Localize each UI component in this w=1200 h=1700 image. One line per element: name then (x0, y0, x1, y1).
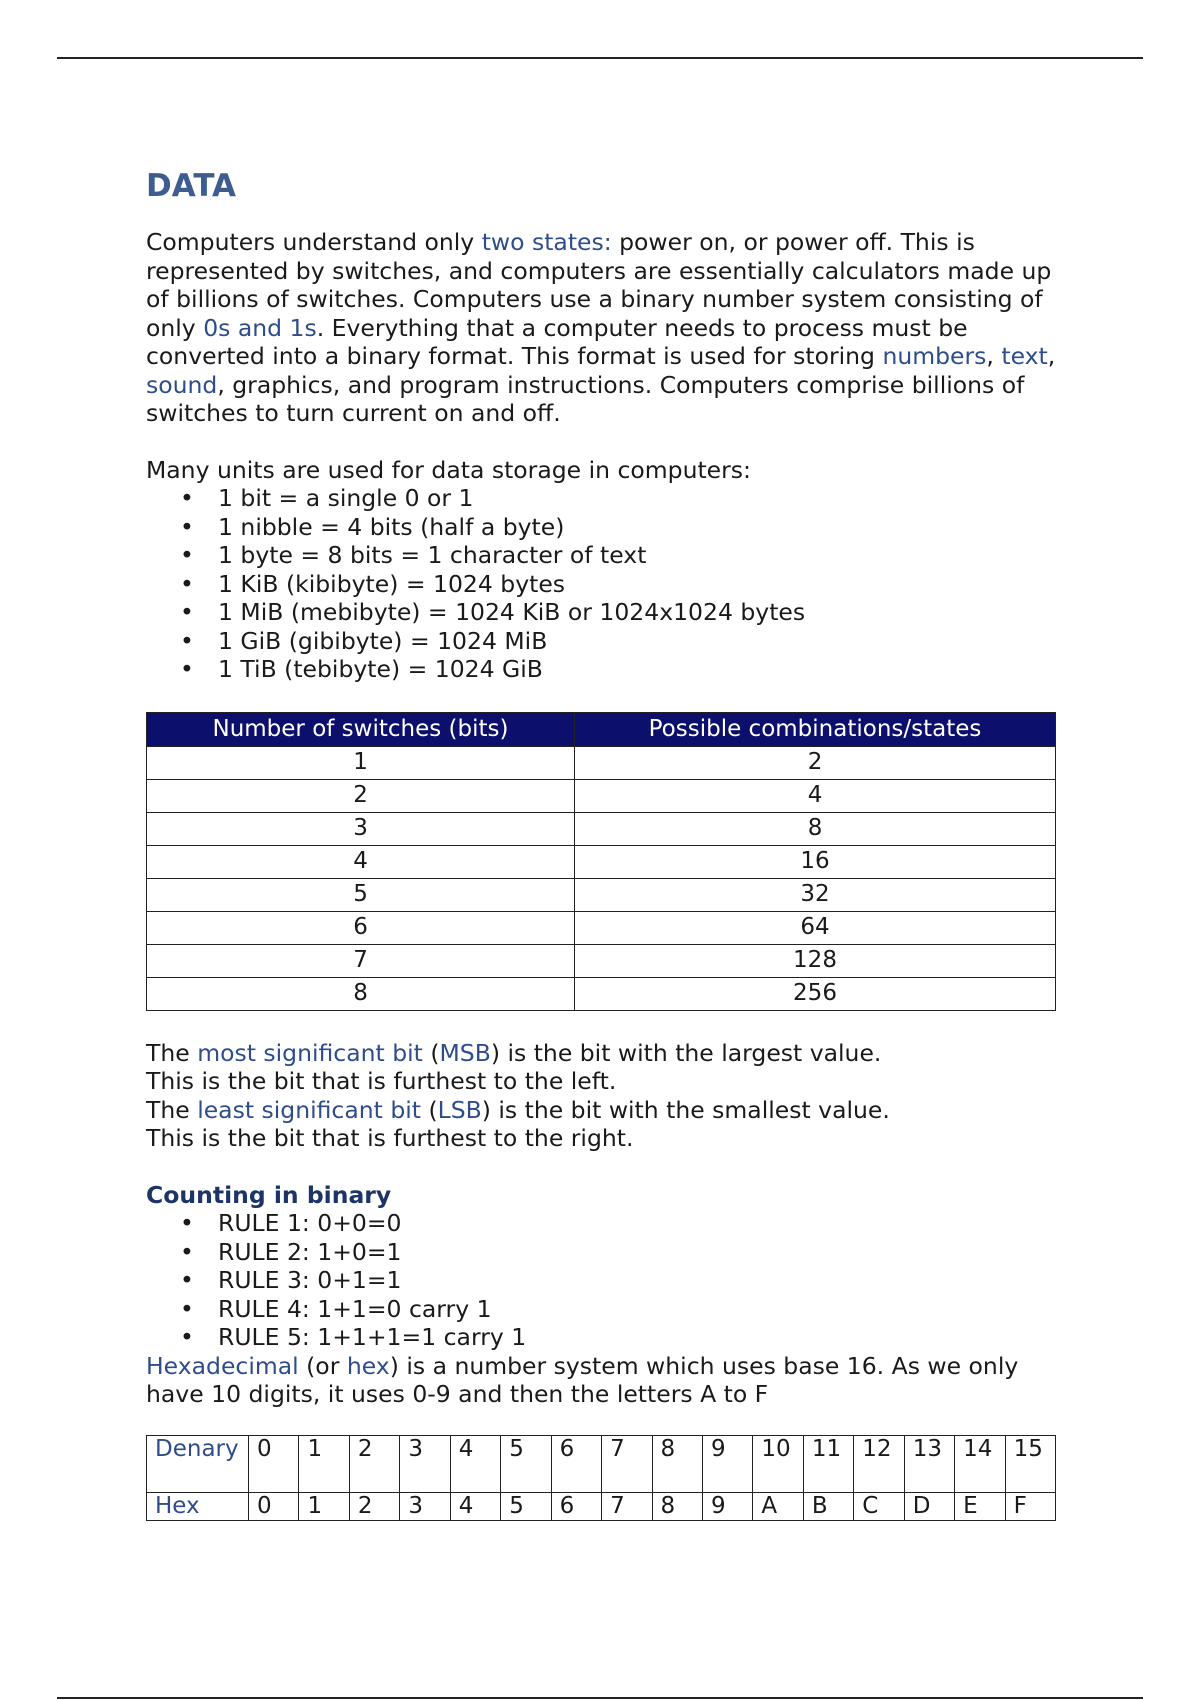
bits-column-header: Number of switches (bits) (147, 712, 575, 746)
table-cell: 6 (551, 1435, 601, 1492)
table-cell: 1 (299, 1435, 349, 1492)
counting-heading: Counting in binary (146, 1180, 392, 1209)
hex-text-2: ) is a number system which uses base 16. As we only have 10 digits, it uses 0-9 and then the letters A to F (146, 1351, 1019, 1408)
hex-link[interactable]: hex (346, 1351, 390, 1380)
table-cell: 3 (400, 1435, 450, 1492)
table-cell: 9 (702, 1492, 752, 1520)
page-content (146, 166, 1066, 1521)
bits-table-header-row (147, 712, 1056, 746)
two-states-link[interactable]: two states: (481, 228, 612, 256)
table-row (147, 944, 1056, 977)
numbers-link[interactable]: numbers (882, 342, 987, 370)
list-item: • 1 bit = a single 0 or 1 (146, 484, 1066, 513)
list-item: • 1 TiB (tebibyte) = 1024 GiB (146, 655, 1066, 684)
binary-digits-link[interactable]: 0s and 1s (203, 313, 317, 342)
lsb-link[interactable]: least significant bit (197, 1095, 421, 1124)
list-item: • 1 GiB (gibibyte) = 1024 MiB (146, 627, 1066, 656)
table-cell: 0 (249, 1435, 299, 1492)
table-cell: 0 (249, 1492, 299, 1520)
msb-lsb-section (146, 1039, 1066, 1153)
list-item: • RULE 2: 1+0=1 (146, 1238, 1066, 1267)
table-row (147, 812, 1056, 845)
list-item: • 1 nibble = 4 bits (half a byte) (146, 513, 1066, 542)
intro-text-3: . Everything that a computer needs to process must be converted into a binary format. This format is used for storing (146, 313, 968, 370)
list-item: • 1 KiB (kibibyte) = 1024 bytes (146, 570, 1066, 599)
table-cell: 3 (147, 812, 575, 845)
table-cell: 32 (575, 878, 1056, 911)
list-item: • RULE 3: 0+1=1 (146, 1266, 1066, 1295)
table-cell: C (854, 1492, 904, 1520)
table-cell: 2 (349, 1492, 399, 1520)
table-cell: 4 (450, 1435, 500, 1492)
table-cell: 128 (575, 944, 1056, 977)
table-cell: 10 (753, 1435, 803, 1492)
intro-text-5: , (1047, 342, 1056, 370)
intro-text-2: power on, or power off. This is represented by switches, and computers are essentially calculators made up of billions of switches. Computers use a binary number system consisting of only (146, 228, 1052, 342)
table-cell: 256 (575, 977, 1056, 1010)
table-cell: D (904, 1492, 954, 1520)
intro-paragraph (146, 228, 1066, 428)
page-title: DATA (146, 168, 237, 204)
table-cell: 15 (1005, 1435, 1055, 1492)
hex-row (147, 1492, 1056, 1520)
bottom-rule (57, 1697, 1143, 1699)
table-cell: 5 (501, 1435, 551, 1492)
rules-list (146, 1209, 1066, 1352)
msb-link[interactable]: most significant bit (197, 1038, 423, 1067)
table-cell: 9 (702, 1435, 752, 1492)
list-item: • 1 MiB (mebibyte) = 1024 KiB or 1024x1024 bytes (146, 598, 1066, 627)
table-cell: 8 (575, 812, 1056, 845)
top-rule (57, 57, 1143, 59)
msb-line (146, 1039, 1066, 1068)
sound-link[interactable]: sound (146, 370, 218, 399)
denary-label: Denary (147, 1435, 249, 1492)
denary-row (147, 1435, 1056, 1492)
table-cell: 16 (575, 845, 1056, 878)
msb-text-2: ( (422, 1038, 440, 1067)
table-cell: 4 (147, 845, 575, 878)
msb-abbr-link[interactable]: MSB (439, 1038, 491, 1067)
table-cell: 6 (551, 1492, 601, 1520)
table-row (147, 878, 1056, 911)
table-cell: 7 (602, 1435, 652, 1492)
table-cell: 2 (147, 779, 575, 812)
table-cell: 5 (147, 878, 575, 911)
table-cell: B (803, 1492, 853, 1520)
table-cell: 7 (602, 1492, 652, 1520)
table-row (147, 977, 1056, 1010)
list-item: • RULE 5: 1+1+1=1 carry 1 (146, 1323, 1066, 1352)
units-lead: Many units are used for data storage in computers: (146, 455, 751, 484)
lsb-explanation: This is the bit that is furthest to the right. (146, 1124, 634, 1152)
msb-explanation: This is the bit that is furthest to the left. (146, 1067, 617, 1095)
table-cell: 1 (299, 1492, 349, 1520)
intro-text-1: Computers understand only (146, 228, 482, 256)
bits-table (146, 712, 1056, 1011)
table-row (147, 845, 1056, 878)
hex-table (146, 1435, 1056, 1521)
table-cell: 8 (147, 977, 575, 1010)
table-cell: 5 (501, 1492, 551, 1520)
table-cell: 2 (349, 1435, 399, 1492)
text-link[interactable]: text (1001, 342, 1048, 370)
hex-text-1: (or (298, 1351, 347, 1380)
table-cell: 2 (575, 746, 1056, 779)
table-cell: 14 (955, 1435, 1005, 1492)
table-cell: 4 (450, 1492, 500, 1520)
table-cell: F (1005, 1492, 1055, 1520)
table-row (147, 911, 1056, 944)
table-cell: 13 (904, 1435, 954, 1492)
table-row (147, 779, 1056, 812)
msb-text-3: ) is the bit with the largest value. (490, 1038, 882, 1067)
table-row (147, 746, 1056, 779)
intro-text-6: , graphics, and program instructions. Computers comprise billions of switches to turn current on and off. (146, 370, 1025, 427)
list-item: • RULE 1: 0+0=0 (146, 1209, 1066, 1238)
states-column-header: Possible combinations/states (575, 712, 1056, 746)
table-cell: 8 (652, 1435, 702, 1492)
table-cell: E (955, 1492, 1005, 1520)
hex-label: Hex (147, 1492, 249, 1520)
table-cell: 11 (803, 1435, 853, 1492)
table-cell: 6 (147, 911, 575, 944)
table-cell: 64 (575, 911, 1056, 944)
intro-text-4: , (986, 342, 1002, 370)
lsb-abbr-link[interactable]: LSB (437, 1095, 482, 1124)
hex-paragraph (146, 1352, 1066, 1409)
msb-text-1: The (146, 1038, 198, 1067)
table-cell: 1 (147, 746, 575, 779)
table-cell: A (753, 1492, 803, 1520)
table-cell: 7 (147, 944, 575, 977)
units-list (146, 484, 1066, 684)
list-item: • RULE 4: 1+1=0 carry 1 (146, 1295, 1066, 1324)
lsb-line (146, 1096, 1066, 1125)
table-cell: 3 (400, 1492, 450, 1520)
table-cell: 8 (652, 1492, 702, 1520)
lsb-text-2: ( (420, 1095, 438, 1124)
list-item: • 1 byte = 8 bits = 1 character of text (146, 541, 1066, 570)
table-cell: 4 (575, 779, 1056, 812)
table-cell: 12 (854, 1435, 904, 1492)
hexadecimal-link[interactable]: Hexadecimal (146, 1351, 299, 1380)
lsb-text-1: The (146, 1095, 198, 1124)
lsb-text-3: ) is the bit with the smallest value. (481, 1095, 890, 1124)
